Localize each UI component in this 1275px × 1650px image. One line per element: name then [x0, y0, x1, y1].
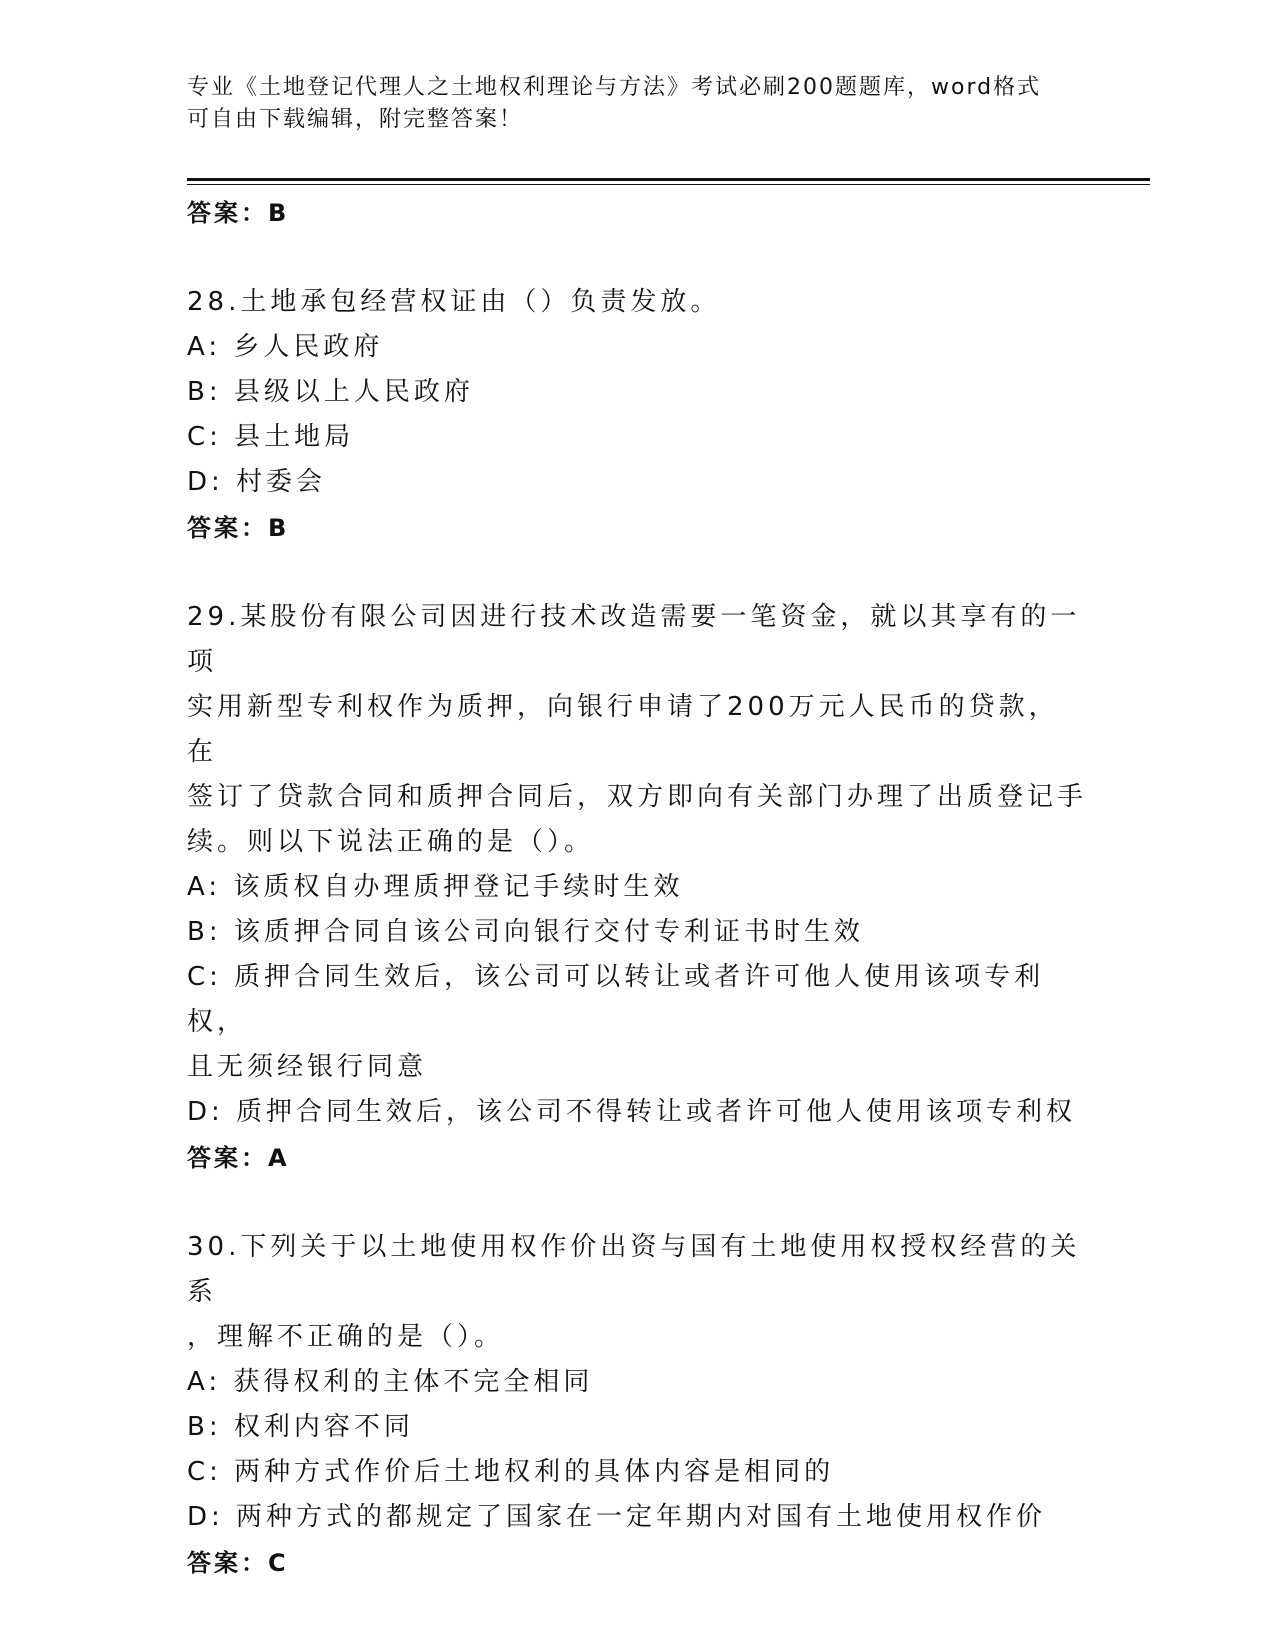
option-d: D: 村委会 [187, 467, 327, 497]
document-body [187, 190, 1087, 1586]
option-c-continued: 且无须经银行同意 [187, 1052, 428, 1082]
option-a: A: 该质权自办理质押登记手续时生效 [187, 872, 684, 902]
question-29 [187, 595, 1087, 1181]
question-30 [187, 1225, 1087, 1586]
question-stem-line: 29.某股份有限公司因进行技术改造需要一笔资金，就以其享有的一项 [187, 602, 1081, 677]
answer-line: 答案：C [187, 1549, 289, 1577]
question-stem-line: 28.土地承包经营权证由（）负责发放。 [187, 287, 721, 317]
answer-line: 答案：B [187, 514, 290, 542]
option-d: D: 两种方式的都规定了国家在一定年期内对国有土地使用权作价 [187, 1502, 1047, 1532]
option-a: A: 获得权利的主体不完全相同 [187, 1367, 594, 1397]
header-line-2: 可自由下载编辑，附完整答案！ [187, 107, 524, 132]
question-stem-line: ，理解不正确的是（）。 [187, 1322, 505, 1352]
header-divider-thin [187, 184, 1150, 185]
previous-answer: 答案：B [187, 199, 290, 227]
question-stem-line: 续。则以下说法正确的是（）。 [187, 827, 595, 857]
page-header [187, 72, 1087, 136]
option-b: B: 县级以上人民政府 [187, 377, 474, 407]
answer-line: 答案：A [187, 1144, 290, 1172]
option-c: C: 县土地局 [187, 422, 355, 452]
question-28 [187, 280, 1087, 551]
question-stem-line: 签订了贷款合同和质押合同后，双方即向有关部门办理了出质登记手 [187, 782, 1088, 812]
option-b: B: 权利内容不同 [187, 1412, 414, 1442]
question-stem-line: 30.下列关于以土地使用权作价出资与国有土地使用权授权经营的关系 [187, 1232, 1081, 1307]
option-c: C: 两种方式作价后土地权利的具体内容是相同的 [187, 1457, 835, 1487]
question-stem-line: 实用新型专利权作为质押，向银行申请了200万元人民币的贷款，在 [187, 692, 1059, 767]
header-line-1: 专业《土地登记代理人之土地权利理论与方法》考试必刷200题题库，word格式 [187, 75, 1042, 100]
option-d: D: 质押合同生效后，该公司不得转让或者许可他人使用该项专利权 [187, 1097, 1077, 1127]
option-b: B: 该质押合同自该公司向银行交付专利证书时生效 [187, 917, 864, 947]
option-a: A: 乡人民政府 [187, 332, 384, 362]
header-divider-thick [187, 178, 1150, 181]
option-c: C: 质押合同生效后，该公司可以转让或者许可他人使用该项专利权， [187, 962, 1045, 1037]
